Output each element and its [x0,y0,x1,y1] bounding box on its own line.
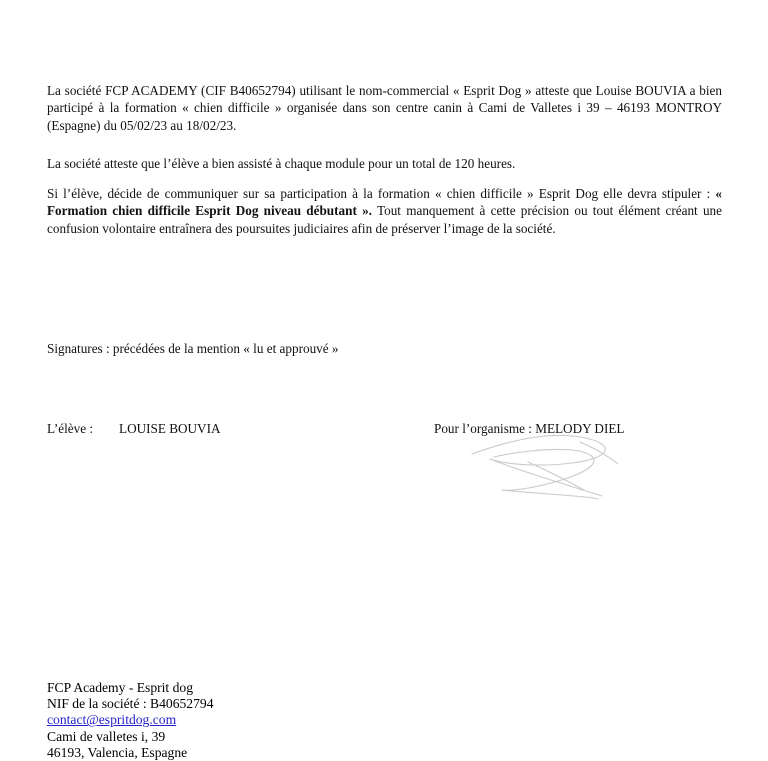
organisation-signature-label: Pour l’organisme : MELODY DIEL [434,421,625,436]
paragraph-3-text [47,185,722,237]
signature-row [47,420,722,437]
paragraph-total-hours [47,155,722,172]
signatures-note-text: Signatures : précédées de la mention « lu et approuvé » [47,341,339,356]
clause-lead-text: Si l’élève, décide de communiquer sur sa participation à la formation « chien difficile » Esprit Dog elle devra stipuler : [47,186,716,201]
handwritten-signature-scribble-icon [468,432,628,502]
footer-address-street: Cami de valletes i, 39 [47,728,166,744]
signatures-instruction [47,340,722,357]
paragraph-1-text: La société FCP ACADEMY (CIF B40652794) utilisant le nom-commercial « Esprit Dog » atteste que Louise BOUVIA a bien participé à la formation « chien difficile » organisée dans son centre canin à Cami de Valletes i 39 – 46193 MONTROY (Espagne) du 05/02/23 au 18/02/23. [47,83,722,133]
paragraph-attestation-intro [47,82,722,134]
footer-nif: NIF de la société : B40652794 [47,696,214,712]
footer-email-line [47,712,447,728]
footer-email-link[interactable]: contact@espritdog.com [47,712,177,728]
paragraph-communication-clause [47,185,722,237]
student-name: LOUISE BOUVIA [119,421,221,436]
document-footer [47,680,447,761]
footer-address-city: 46193, Valencia, Espagne [47,744,188,760]
paragraph-2-text: La société atteste que l’élève a bien assisté à chaque module pour un total de 120 heures. [47,156,516,171]
clause-tail-text: Tout manquement à cette précision ou tout élément créant une confusion volontaire entraînera des poursuites judiciaires afin de préserver l’image de la société. [47,203,723,236]
student-label: L’élève : [47,421,94,436]
clause-bold-mention: « Formation chien difficile Esprit Dog niveau débutant ». [47,186,722,219]
footer-company-name: FCP Academy - Esprit dog [47,680,193,695]
